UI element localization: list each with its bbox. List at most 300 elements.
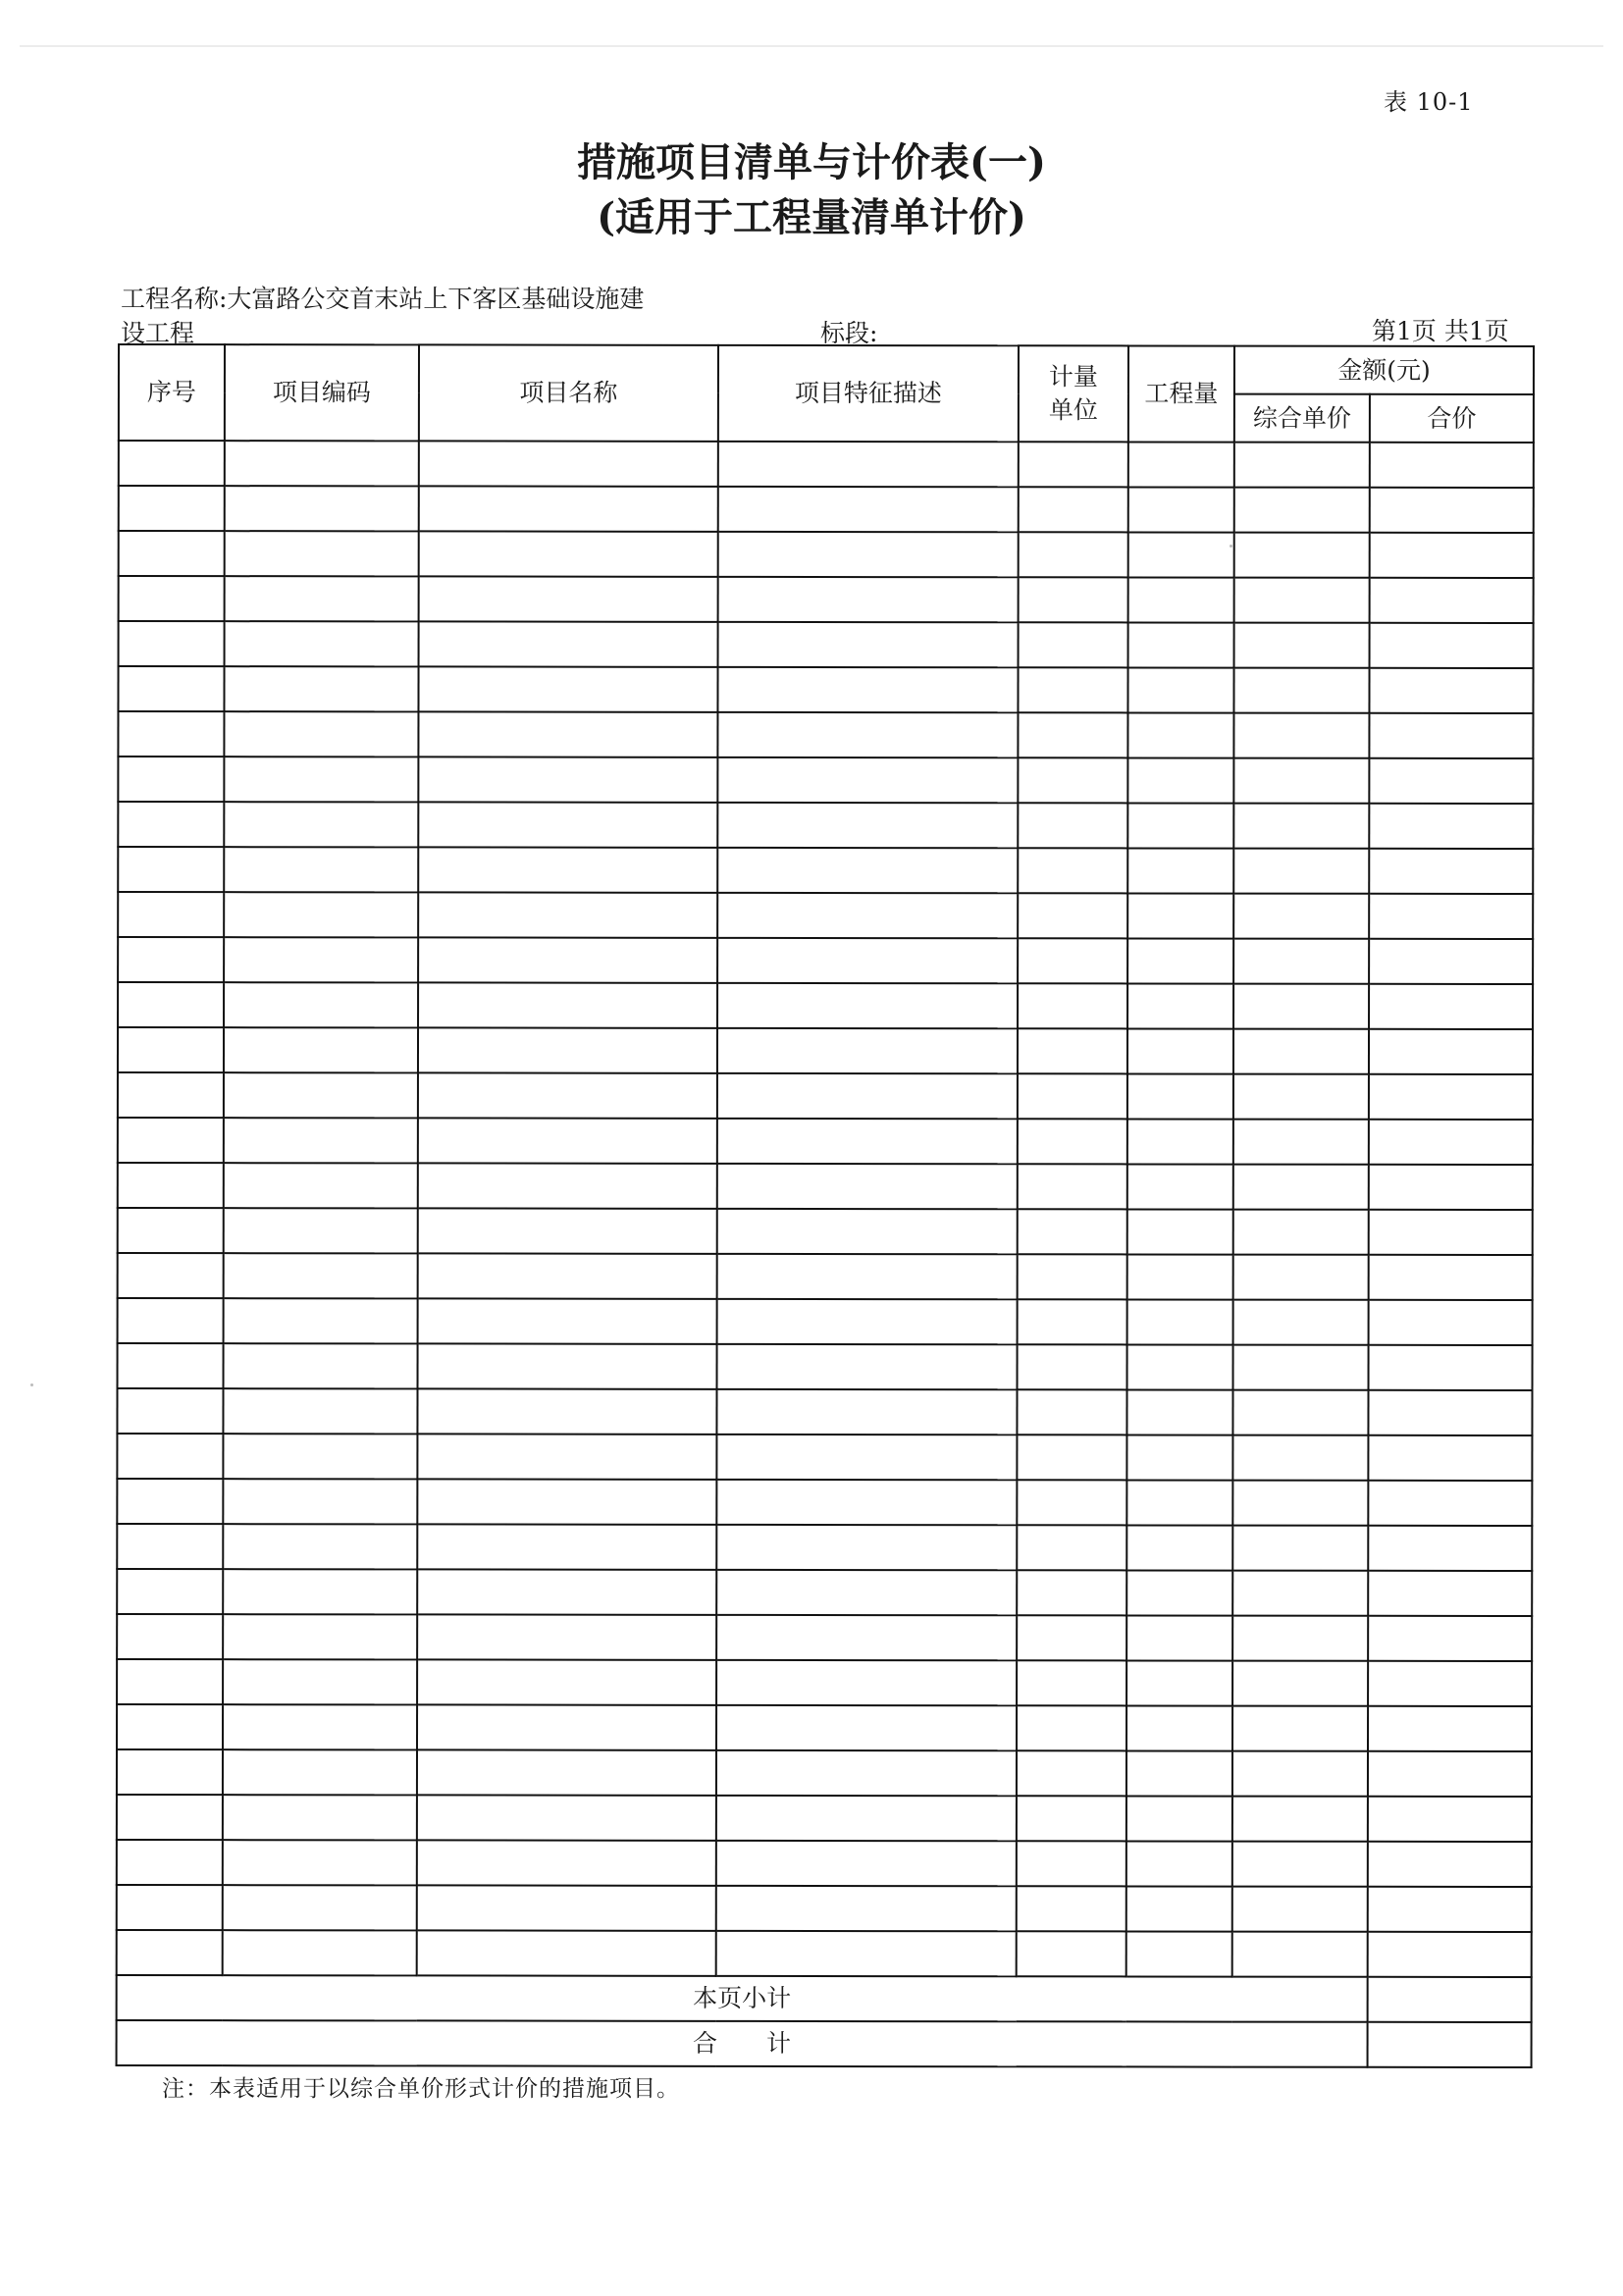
col-header-unit-price: 综合单价	[1234, 394, 1370, 443]
cell-quantity	[1127, 667, 1233, 712]
cell-quantity	[1127, 1073, 1233, 1119]
cell-unit-price	[1233, 1300, 1369, 1345]
cell-total	[1370, 623, 1534, 668]
cell-quantity	[1126, 1525, 1232, 1570]
cell-total	[1369, 1300, 1533, 1345]
cell-unit-price	[1233, 758, 1369, 804]
cell-total	[1369, 713, 1533, 758]
cell-total	[1368, 1481, 1532, 1526]
table-row	[119, 576, 1534, 623]
table-row	[118, 1072, 1533, 1120]
table-row	[117, 1569, 1532, 1616]
cell-name	[417, 1749, 716, 1795]
cell-unit-price	[1232, 1887, 1368, 1932]
cell-total	[1368, 1526, 1532, 1571]
cell-unit	[1017, 1796, 1126, 1841]
cell-quantity	[1126, 1480, 1232, 1525]
table-row	[118, 1027, 1533, 1074]
cell-code	[224, 982, 418, 1027]
measures-pricing-table	[116, 343, 1535, 2068]
cell-unit-price	[1234, 443, 1370, 488]
table-row	[117, 1524, 1532, 1571]
cell-seq	[117, 1840, 223, 1885]
cell-code	[225, 621, 419, 666]
table-row	[118, 847, 1533, 894]
cell-code	[224, 1072, 418, 1118]
cell-feature	[717, 983, 1018, 1028]
cell-name	[417, 1885, 716, 1930]
col-header-code: 项目编码	[225, 344, 419, 441]
cell-unit	[1017, 1750, 1126, 1796]
table-row	[118, 802, 1533, 849]
table-row	[119, 441, 1534, 488]
cell-name	[417, 1524, 716, 1569]
cell-total	[1369, 849, 1533, 894]
cell-name	[418, 666, 717, 711]
table-row	[118, 892, 1533, 939]
cell-feature	[716, 1570, 1017, 1615]
cell-seq	[117, 1524, 223, 1569]
cell-unit	[1018, 1344, 1127, 1389]
cell-name	[418, 847, 717, 892]
cell-quantity	[1128, 532, 1234, 577]
page-subtotal-row	[117, 1975, 1532, 2022]
cell-quantity	[1127, 1209, 1233, 1254]
table-row	[117, 1434, 1532, 1481]
table-row	[117, 1614, 1532, 1661]
cell-unit-price	[1233, 984, 1369, 1029]
cell-unit	[1018, 757, 1127, 803]
cell-name	[418, 892, 717, 937]
cell-quantity	[1126, 1615, 1232, 1660]
cell-feature	[717, 893, 1018, 938]
cell-unit-price	[1234, 578, 1370, 623]
cell-unit-price	[1232, 1616, 1368, 1661]
cell-name	[417, 1479, 716, 1524]
cell-quantity	[1126, 1750, 1232, 1796]
cell-feature	[717, 1299, 1018, 1344]
cell-feature	[716, 1841, 1017, 1886]
cell-code	[224, 1027, 418, 1072]
cell-feature	[717, 1028, 1018, 1073]
table-row	[117, 1659, 1532, 1706]
cell-unit-price	[1232, 1526, 1368, 1571]
cell-unit	[1018, 1299, 1127, 1344]
grand-total-row	[117, 2020, 1532, 2067]
table-row	[117, 1795, 1532, 1842]
cell-total	[1369, 1165, 1533, 1210]
cell-total	[1370, 533, 1534, 578]
table-row	[118, 757, 1533, 804]
cell-code	[224, 892, 418, 937]
cell-unit	[1019, 487, 1128, 532]
cell-quantity	[1127, 938, 1233, 983]
col-header-amount: 金额(元)	[1234, 346, 1534, 394]
cell-unit	[1017, 1480, 1126, 1525]
cell-seq	[117, 1569, 223, 1614]
cell-seq	[118, 666, 224, 711]
cell-unit-price	[1232, 1932, 1368, 1977]
cell-feature	[717, 1164, 1018, 1209]
cell-code	[223, 1614, 417, 1659]
page-subtotal-row-label: 本页小计	[117, 1975, 1368, 2022]
table-row	[118, 711, 1533, 758]
cell-total	[1368, 1932, 1532, 1977]
cell-unit-price	[1234, 488, 1370, 533]
cell-seq	[118, 1027, 224, 1072]
cell-seq	[117, 1704, 223, 1749]
table-row	[118, 1343, 1533, 1390]
cell-seq	[118, 847, 224, 892]
cell-code	[224, 1298, 418, 1343]
cell-unit	[1018, 1028, 1127, 1073]
cell-code	[224, 666, 418, 711]
cell-code	[224, 1208, 418, 1253]
cell-total	[1370, 488, 1534, 533]
cell-total	[1368, 1706, 1532, 1751]
cell-feature	[718, 622, 1019, 667]
cell-unit	[1017, 1525, 1126, 1570]
cell-name	[418, 937, 717, 982]
cell-quantity	[1127, 1299, 1233, 1344]
cell-name	[418, 1208, 717, 1253]
cell-unit-price	[1232, 1797, 1368, 1842]
cell-code	[224, 757, 418, 802]
cell-code	[224, 847, 418, 892]
cell-unit-price	[1233, 668, 1369, 713]
cell-total	[1368, 1435, 1532, 1481]
cell-feature	[717, 938, 1018, 983]
scan-speck	[30, 1383, 33, 1386]
section-label: 标段:	[820, 319, 878, 347]
col-header-quantity: 工程量	[1128, 345, 1234, 442]
cell-name	[417, 1569, 716, 1614]
table-row	[117, 1930, 1532, 1977]
cell-seq	[118, 892, 224, 937]
table-row	[118, 1118, 1533, 1165]
cell-total	[1368, 1390, 1532, 1435]
table-row	[118, 982, 1533, 1029]
col-header-feature: 项目特征描述	[718, 345, 1019, 442]
cell-quantity	[1126, 1796, 1232, 1841]
cell-quantity	[1127, 712, 1233, 757]
cell-unit	[1018, 938, 1127, 983]
cell-code	[223, 1659, 417, 1704]
col-header-seq: 序号	[119, 344, 225, 441]
cell-total	[1369, 894, 1533, 939]
table-row	[118, 666, 1533, 713]
cell-name	[418, 802, 717, 847]
table-row	[117, 1704, 1532, 1751]
cell-quantity	[1128, 622, 1234, 667]
cell-quantity	[1127, 1164, 1233, 1209]
cell-feature	[716, 1435, 1017, 1480]
cell-seq	[118, 1343, 224, 1388]
cell-code	[224, 1253, 418, 1298]
cell-quantity	[1127, 893, 1233, 938]
cell-name	[417, 1930, 716, 1975]
cell-unit-price	[1232, 1706, 1368, 1751]
cell-name	[418, 1253, 717, 1298]
table-row	[117, 1885, 1532, 1932]
cell-feature	[716, 1705, 1017, 1750]
cell-unit	[1018, 712, 1127, 757]
cell-quantity	[1127, 1119, 1233, 1164]
cell-unit	[1019, 622, 1128, 667]
cell-quantity	[1127, 983, 1233, 1028]
cell-name	[418, 1298, 717, 1343]
table-row	[117, 1388, 1532, 1435]
cell-unit-price	[1233, 1029, 1369, 1074]
cell-name	[419, 531, 718, 576]
cell-seq	[118, 1208, 224, 1253]
cell-unit-price	[1233, 1210, 1369, 1255]
cell-feature	[716, 1931, 1017, 1976]
table-row	[119, 531, 1534, 578]
cell-name	[417, 1795, 716, 1840]
cell-quantity	[1126, 1660, 1232, 1705]
cell-seq	[117, 1434, 223, 1479]
cell-feature	[716, 1796, 1017, 1841]
table-row	[119, 621, 1534, 668]
cell-unit	[1017, 1886, 1126, 1931]
cell-total	[1369, 939, 1533, 984]
cell-unit-price	[1232, 1435, 1368, 1481]
cell-feature	[717, 757, 1018, 803]
footnote: 注：本表适用于以综合单价形式计价的措施项目。	[162, 2076, 680, 2102]
cell-seq	[119, 441, 225, 486]
document-title: 措施项目清单与计价表(一)	[577, 139, 1046, 185]
table-row	[117, 1749, 1532, 1797]
cell-unit	[1018, 1164, 1127, 1209]
cell-feature	[718, 487, 1019, 532]
cell-total	[1368, 1842, 1532, 1887]
cell-feature	[717, 1254, 1018, 1299]
scan-top-edge	[20, 45, 1603, 47]
cell-unit-price	[1233, 894, 1369, 939]
cell-seq	[118, 1072, 224, 1118]
cell-quantity	[1127, 1254, 1233, 1299]
cell-seq	[119, 621, 225, 666]
cell-feature	[717, 712, 1018, 757]
document-subtitle: (适用于工程量清单计价)	[597, 194, 1026, 240]
cell-name	[417, 1614, 716, 1659]
cell-quantity	[1128, 442, 1234, 487]
cell-seq	[118, 1118, 224, 1163]
table-row	[118, 1298, 1533, 1345]
cell-unit-price	[1232, 1390, 1368, 1435]
cell-feature	[716, 1525, 1017, 1570]
cell-seq	[119, 531, 225, 576]
cell-total	[1369, 1074, 1533, 1120]
cell-quantity	[1127, 803, 1233, 848]
cell-code	[223, 1524, 417, 1569]
header-row	[119, 344, 1534, 394]
cell-total	[1368, 1571, 1532, 1616]
cell-feature	[717, 848, 1018, 893]
cell-unit-price	[1233, 1345, 1369, 1390]
cell-quantity	[1127, 1344, 1233, 1389]
cell-unit	[1019, 577, 1128, 622]
cell-unit-price	[1232, 1751, 1368, 1797]
cell-feature	[717, 1344, 1018, 1389]
table-row	[118, 1253, 1533, 1300]
cell-name	[417, 1659, 716, 1704]
cell-unit	[1018, 1209, 1127, 1254]
cell-unit-price	[1233, 939, 1369, 984]
cell-code	[223, 1749, 417, 1795]
cell-unit-price	[1233, 1074, 1369, 1120]
cell-name	[418, 1343, 717, 1388]
cell-name	[418, 711, 717, 757]
cell-code	[223, 1885, 417, 1930]
cell-seq	[119, 576, 225, 621]
cell-total	[1369, 1345, 1533, 1390]
cell-name	[418, 1027, 717, 1072]
cell-total	[1369, 1210, 1533, 1255]
cell-quantity	[1128, 577, 1234, 622]
cell-name	[417, 1704, 716, 1749]
cell-total	[1368, 1751, 1532, 1797]
cell-code	[223, 1795, 417, 1840]
cell-unit-price	[1233, 1255, 1369, 1300]
cell-quantity	[1126, 1841, 1232, 1886]
cell-code	[223, 1930, 417, 1975]
cell-total	[1369, 668, 1533, 713]
cell-feature	[716, 1660, 1017, 1705]
cell-quantity	[1127, 757, 1233, 803]
cell-seq	[118, 802, 224, 847]
scan-speck	[1230, 545, 1232, 548]
cell-name	[418, 757, 717, 802]
cell-total	[1368, 1616, 1532, 1661]
cell-name	[419, 621, 718, 666]
cell-code	[223, 1388, 417, 1434]
cell-quantity	[1127, 848, 1233, 893]
col-header-total: 合价	[1370, 394, 1534, 443]
cell-unit	[1017, 1705, 1126, 1750]
cell-seq	[117, 1930, 223, 1975]
cell-unit-price	[1232, 1842, 1368, 1887]
cell-code	[224, 711, 418, 757]
cell-unit-price	[1233, 849, 1369, 894]
cell-total	[1369, 758, 1533, 804]
cell-quantity	[1126, 1389, 1232, 1435]
cell-code	[225, 441, 419, 486]
cell-unit	[1017, 1615, 1126, 1660]
cell-total	[1369, 984, 1533, 1029]
cell-feature	[717, 803, 1018, 848]
cell-code	[225, 486, 419, 531]
cell-unit	[1018, 667, 1127, 712]
cell-feature	[716, 1389, 1017, 1435]
grand-total-row-value	[1368, 2022, 1532, 2067]
cell-quantity	[1126, 1705, 1232, 1750]
cell-total	[1369, 1029, 1533, 1074]
cell-seq	[118, 711, 224, 757]
cell-unit	[1018, 1073, 1127, 1119]
cell-code	[223, 1569, 417, 1614]
cell-feature	[717, 1073, 1018, 1119]
page-info: 第1页 共1页	[1372, 317, 1509, 345]
cell-code	[224, 1118, 418, 1163]
cell-code	[224, 1343, 418, 1388]
project-name-line2: 设工程	[121, 319, 195, 347]
cell-seq	[119, 486, 225, 531]
table-row	[118, 1163, 1533, 1210]
table-row	[118, 1208, 1533, 1255]
cell-feature	[717, 667, 1018, 712]
cell-quantity	[1126, 1931, 1232, 1976]
cell-feature	[718, 442, 1019, 487]
cell-seq	[117, 1795, 223, 1840]
col-header-unit	[1019, 345, 1128, 442]
cell-code	[224, 802, 418, 847]
cell-seq	[117, 1614, 223, 1659]
cell-seq	[117, 1479, 223, 1524]
cell-feature	[716, 1615, 1017, 1660]
page-subtotal-row-value	[1368, 1977, 1532, 2022]
cell-unit-price	[1234, 623, 1370, 668]
cell-name	[419, 576, 718, 621]
cell-seq	[118, 757, 224, 802]
cell-quantity	[1128, 487, 1234, 532]
cell-seq	[117, 1659, 223, 1704]
cell-feature	[718, 577, 1019, 622]
cell-unit	[1018, 1254, 1127, 1299]
cell-unit-price	[1232, 1571, 1368, 1616]
grand-total-row-label: 合 计	[117, 2020, 1368, 2067]
cell-unit-price	[1233, 713, 1369, 758]
cell-unit	[1017, 1389, 1126, 1435]
cell-total	[1369, 804, 1533, 849]
cell-unit-price	[1233, 1120, 1369, 1165]
cell-feature	[716, 1886, 1017, 1931]
cell-code	[224, 1163, 418, 1208]
cell-name	[419, 486, 718, 531]
cell-unit-price	[1232, 1661, 1368, 1706]
cell-unit	[1017, 1435, 1126, 1480]
cell-name	[418, 1163, 717, 1208]
cell-seq	[118, 937, 224, 982]
cell-name	[418, 1072, 717, 1118]
cell-unit	[1019, 532, 1128, 577]
cell-unit-price	[1233, 804, 1369, 849]
cell-total	[1368, 1797, 1532, 1842]
cell-code	[223, 1840, 417, 1885]
col-header-name: 项目名称	[419, 344, 718, 441]
cell-unit	[1018, 983, 1127, 1028]
cell-total	[1368, 1661, 1532, 1706]
cell-quantity	[1126, 1435, 1232, 1480]
cell-code	[223, 1704, 417, 1749]
cell-total	[1368, 1887, 1532, 1932]
table-row	[117, 1479, 1532, 1526]
cell-feature	[716, 1480, 1017, 1525]
cell-quantity	[1127, 1028, 1233, 1073]
cell-feature	[717, 1209, 1018, 1254]
cell-name	[418, 1118, 717, 1163]
cell-seq	[118, 1253, 224, 1298]
cell-seq	[117, 1885, 223, 1930]
cell-unit	[1017, 1931, 1126, 1976]
table-row	[118, 937, 1533, 984]
cell-code	[223, 1479, 417, 1524]
cell-unit	[1018, 893, 1127, 938]
cell-total	[1369, 1255, 1533, 1300]
cell-unit	[1019, 442, 1128, 487]
cell-unit	[1017, 1841, 1126, 1886]
